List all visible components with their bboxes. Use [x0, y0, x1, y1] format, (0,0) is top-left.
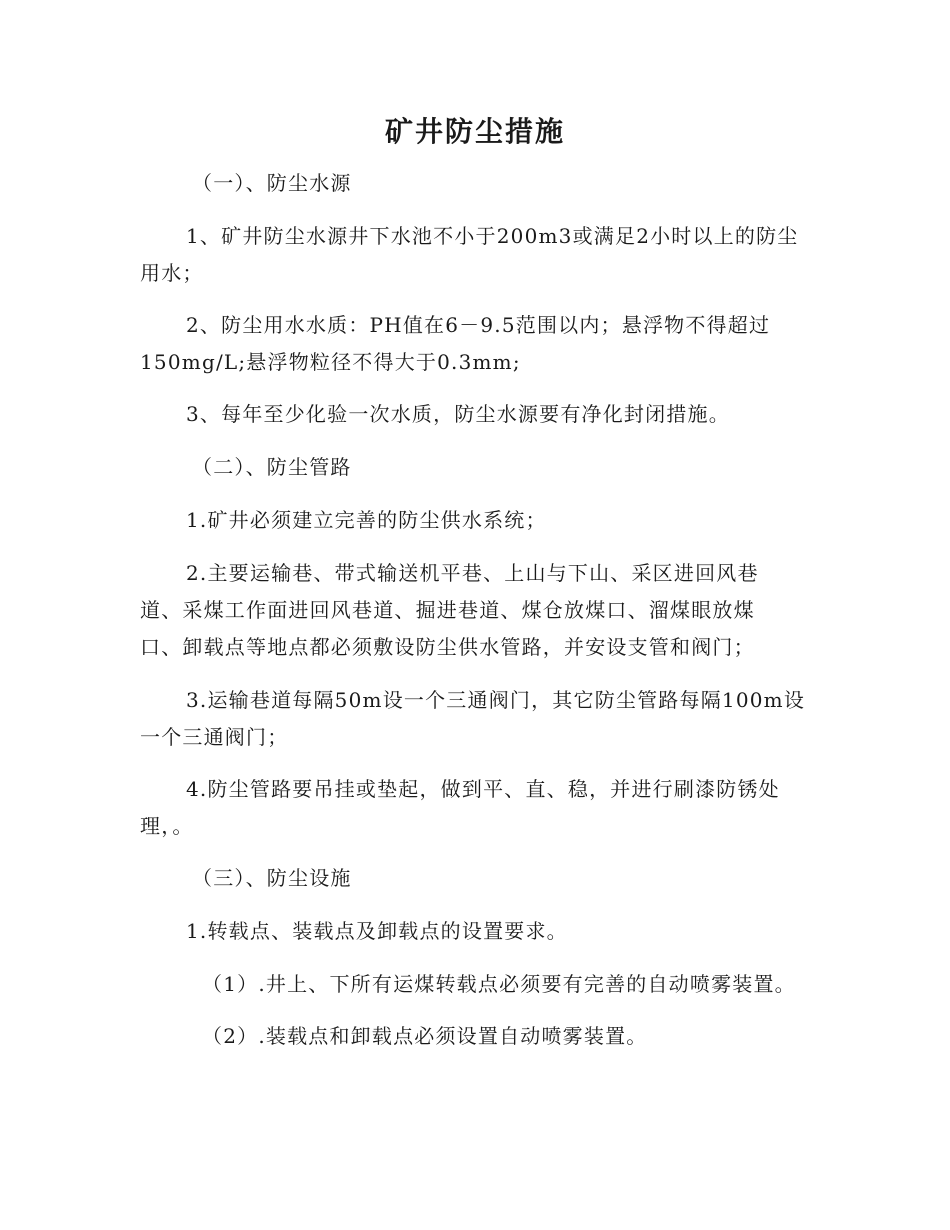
- paragraph-line: 4.防尘管路要吊挂或垫起，做到平、直、稳，并进行刷漆防锈处: [186, 777, 780, 801]
- paragraph-line: 一个三通阀门；: [140, 725, 289, 749]
- section-heading-pipeline: （二）、防尘管路: [192, 455, 352, 479]
- section-heading-water-source: （一）、防尘水源: [192, 171, 352, 195]
- paragraph-line: 2、防尘用水水质：PH值在6－9.5范围以内；悬浮物不得超过: [186, 313, 771, 337]
- document-title: 矿井防尘措施: [384, 115, 565, 148]
- paragraph-line: 理，。: [140, 814, 194, 838]
- paragraph-line: 2.主要运输巷、带式输送机平巷、上山与下山、采区进回风巷: [186, 561, 759, 585]
- paragraph-line: 150mg/L;悬浮物粒径不得大于0.3mm;: [140, 350, 521, 374]
- paragraph-line: 口、卸载点等地点都必须敷设防尘供水管路，并安设支管和阀门；: [140, 635, 755, 659]
- paragraph-line: 1、矿井防尘水源井下水池不小于200m3或满足2小时以上的防尘: [186, 224, 799, 248]
- paragraph-line: 1.转载点、装载点及卸载点的设置要求。: [186, 919, 568, 943]
- paragraph-line: 3.运输巷道每隔50m设一个三通阀门，其它防尘管路每隔100m设: [186, 688, 806, 712]
- paragraph-line: 1.矿井必须建立完善的防尘供水系统；: [186, 508, 547, 532]
- paragraph-line: 用水；: [140, 261, 204, 285]
- paragraph-line: （1）.井上、下所有运煤转载点必须要有完善的自动喷雾装置。: [202, 972, 796, 996]
- paragraph-line: （2）.装载点和卸载点必须设置自动喷雾装置。: [202, 1024, 648, 1048]
- section-heading-facilities: （三）、防尘设施: [192, 866, 352, 890]
- paragraph-line: 3、每年至少化验一次水质，防尘水源要有净化封闭措施。: [186, 402, 730, 426]
- paragraph-line: 道、采煤工作面进回风巷道、掘进巷道、煤仓放煤口、溜煤眼放煤: [140, 598, 755, 622]
